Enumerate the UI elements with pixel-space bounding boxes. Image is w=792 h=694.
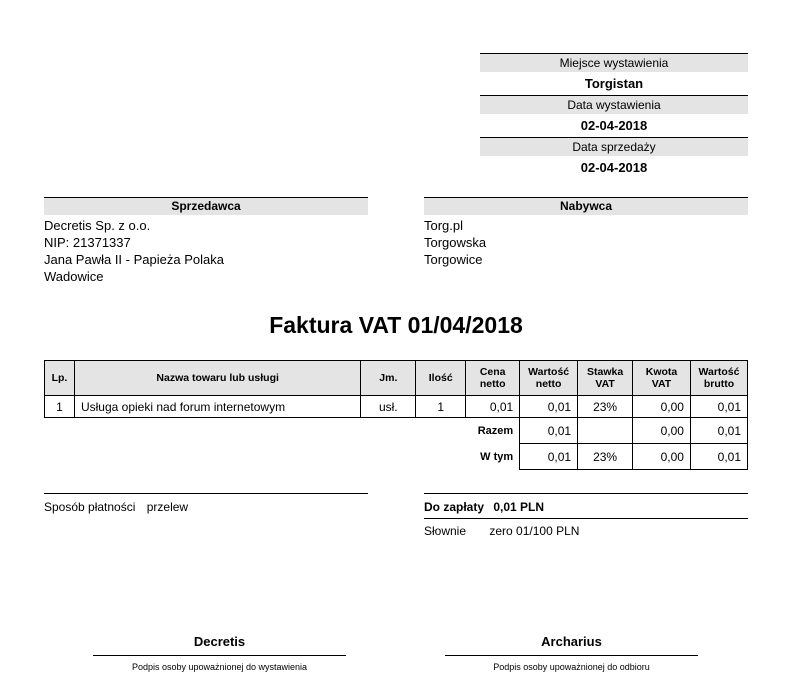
payment-method: [44, 500, 188, 514]
header-value-net: Wartość netto: [520, 361, 578, 396]
total-vat-rate: [578, 418, 633, 444]
incl-value-net: 0,01: [520, 444, 578, 470]
amount-due-label: Do zapłaty: [424, 500, 485, 514]
total-vat-amount: 0,00: [633, 418, 691, 444]
words-label: Słownie: [424, 524, 467, 538]
total-row: [45, 418, 748, 444]
table-header-row: [45, 361, 748, 396]
receiver-signature-line: [445, 655, 698, 656]
row-vat-rate: 23%: [578, 396, 633, 418]
total-value-net: 0,01: [520, 418, 578, 444]
incl-gross: 0,01: [690, 444, 747, 470]
row-qty: 1: [416, 396, 466, 418]
place-value: Torgistan: [584, 76, 644, 91]
total-gross: 0,01: [690, 418, 747, 444]
payment-method-value: przelew: [146, 500, 189, 514]
buyer-header: Nabywca: [424, 197, 748, 215]
header-vat-amount: Kwota VAT: [633, 361, 691, 396]
row-gross: 0,01: [690, 396, 747, 418]
row-name: Usługa opieki nad forum internetowym: [74, 396, 360, 418]
place-label: Miejsce wystawienia: [480, 53, 748, 72]
header-qty: Ilość: [416, 361, 466, 396]
receiver-signature: [445, 634, 698, 672]
seller-city: Wadowice: [44, 269, 104, 284]
row-value-net: 0,01: [520, 396, 578, 418]
incl-row: [45, 444, 748, 470]
words-value: zero 01/100 PLN: [489, 524, 580, 538]
row-lp: 1: [45, 396, 75, 418]
buyer-city: Torgowice: [424, 252, 483, 267]
items-table: [44, 360, 748, 470]
due-divider-bottom: [424, 518, 748, 519]
issue-date-label: Data wystawienia: [480, 95, 748, 114]
total-label: Razem: [477, 424, 514, 437]
invoice-title: Faktura VAT 01/04/2018: [269, 312, 523, 338]
amount-due-value: 0,01 PLN: [493, 500, 545, 514]
seller-name: Decretis Sp. z o.o.: [44, 218, 151, 233]
header-unit: Jm.: [361, 361, 416, 396]
row-price-net: 0,01: [466, 396, 520, 418]
buyer-name: Torg.pl: [424, 218, 464, 233]
receiver-caption: Podpis osoby upoważnionej do odbioru: [493, 662, 650, 672]
header-gross: Wartość brutto: [690, 361, 747, 396]
seller-street: Jana Pawła II - Papieża Polaka: [44, 252, 224, 267]
amount-due: [424, 500, 544, 514]
sale-date-label: Data sprzedaży: [480, 137, 748, 156]
incl-vat-amount: 0,00: [633, 444, 691, 470]
sale-date-value: 02-04-2018: [580, 160, 648, 175]
row-vat-amount: 0,00: [633, 396, 691, 418]
receiver-name: Archarius: [541, 634, 602, 649]
table-row: [45, 396, 748, 418]
issuer-signature-line: [93, 655, 346, 656]
issuer-caption: Podpis osoby upoważnionej do wystawienia: [131, 662, 308, 672]
amount-in-words: [424, 524, 579, 538]
issue-details: [480, 53, 748, 179]
header-vat-rate: Stawka VAT: [578, 361, 633, 396]
issuer-signature: [93, 634, 346, 672]
buyer-street: Torgowska: [424, 235, 487, 250]
seller-nip: NIP: 21371337: [44, 235, 131, 250]
header-name: Nazwa towaru lub usługi: [74, 361, 360, 396]
payment-divider: [44, 493, 368, 494]
row-unit: usł.: [361, 396, 416, 418]
header-price-net: Cena netto: [466, 361, 520, 396]
buyer-block: [424, 197, 748, 268]
incl-vat-rate: 23%: [578, 444, 633, 470]
incl-label: W tym: [480, 450, 514, 463]
header-lp: Lp.: [45, 361, 75, 396]
due-divider-top: [424, 493, 748, 494]
seller-header: Sprzedawca: [44, 197, 368, 215]
payment-method-label: Sposób płatności: [44, 500, 136, 514]
issuer-name: Decretis: [193, 634, 246, 649]
issue-date-value: 02-04-2018: [580, 118, 648, 133]
seller-block: [44, 197, 368, 285]
